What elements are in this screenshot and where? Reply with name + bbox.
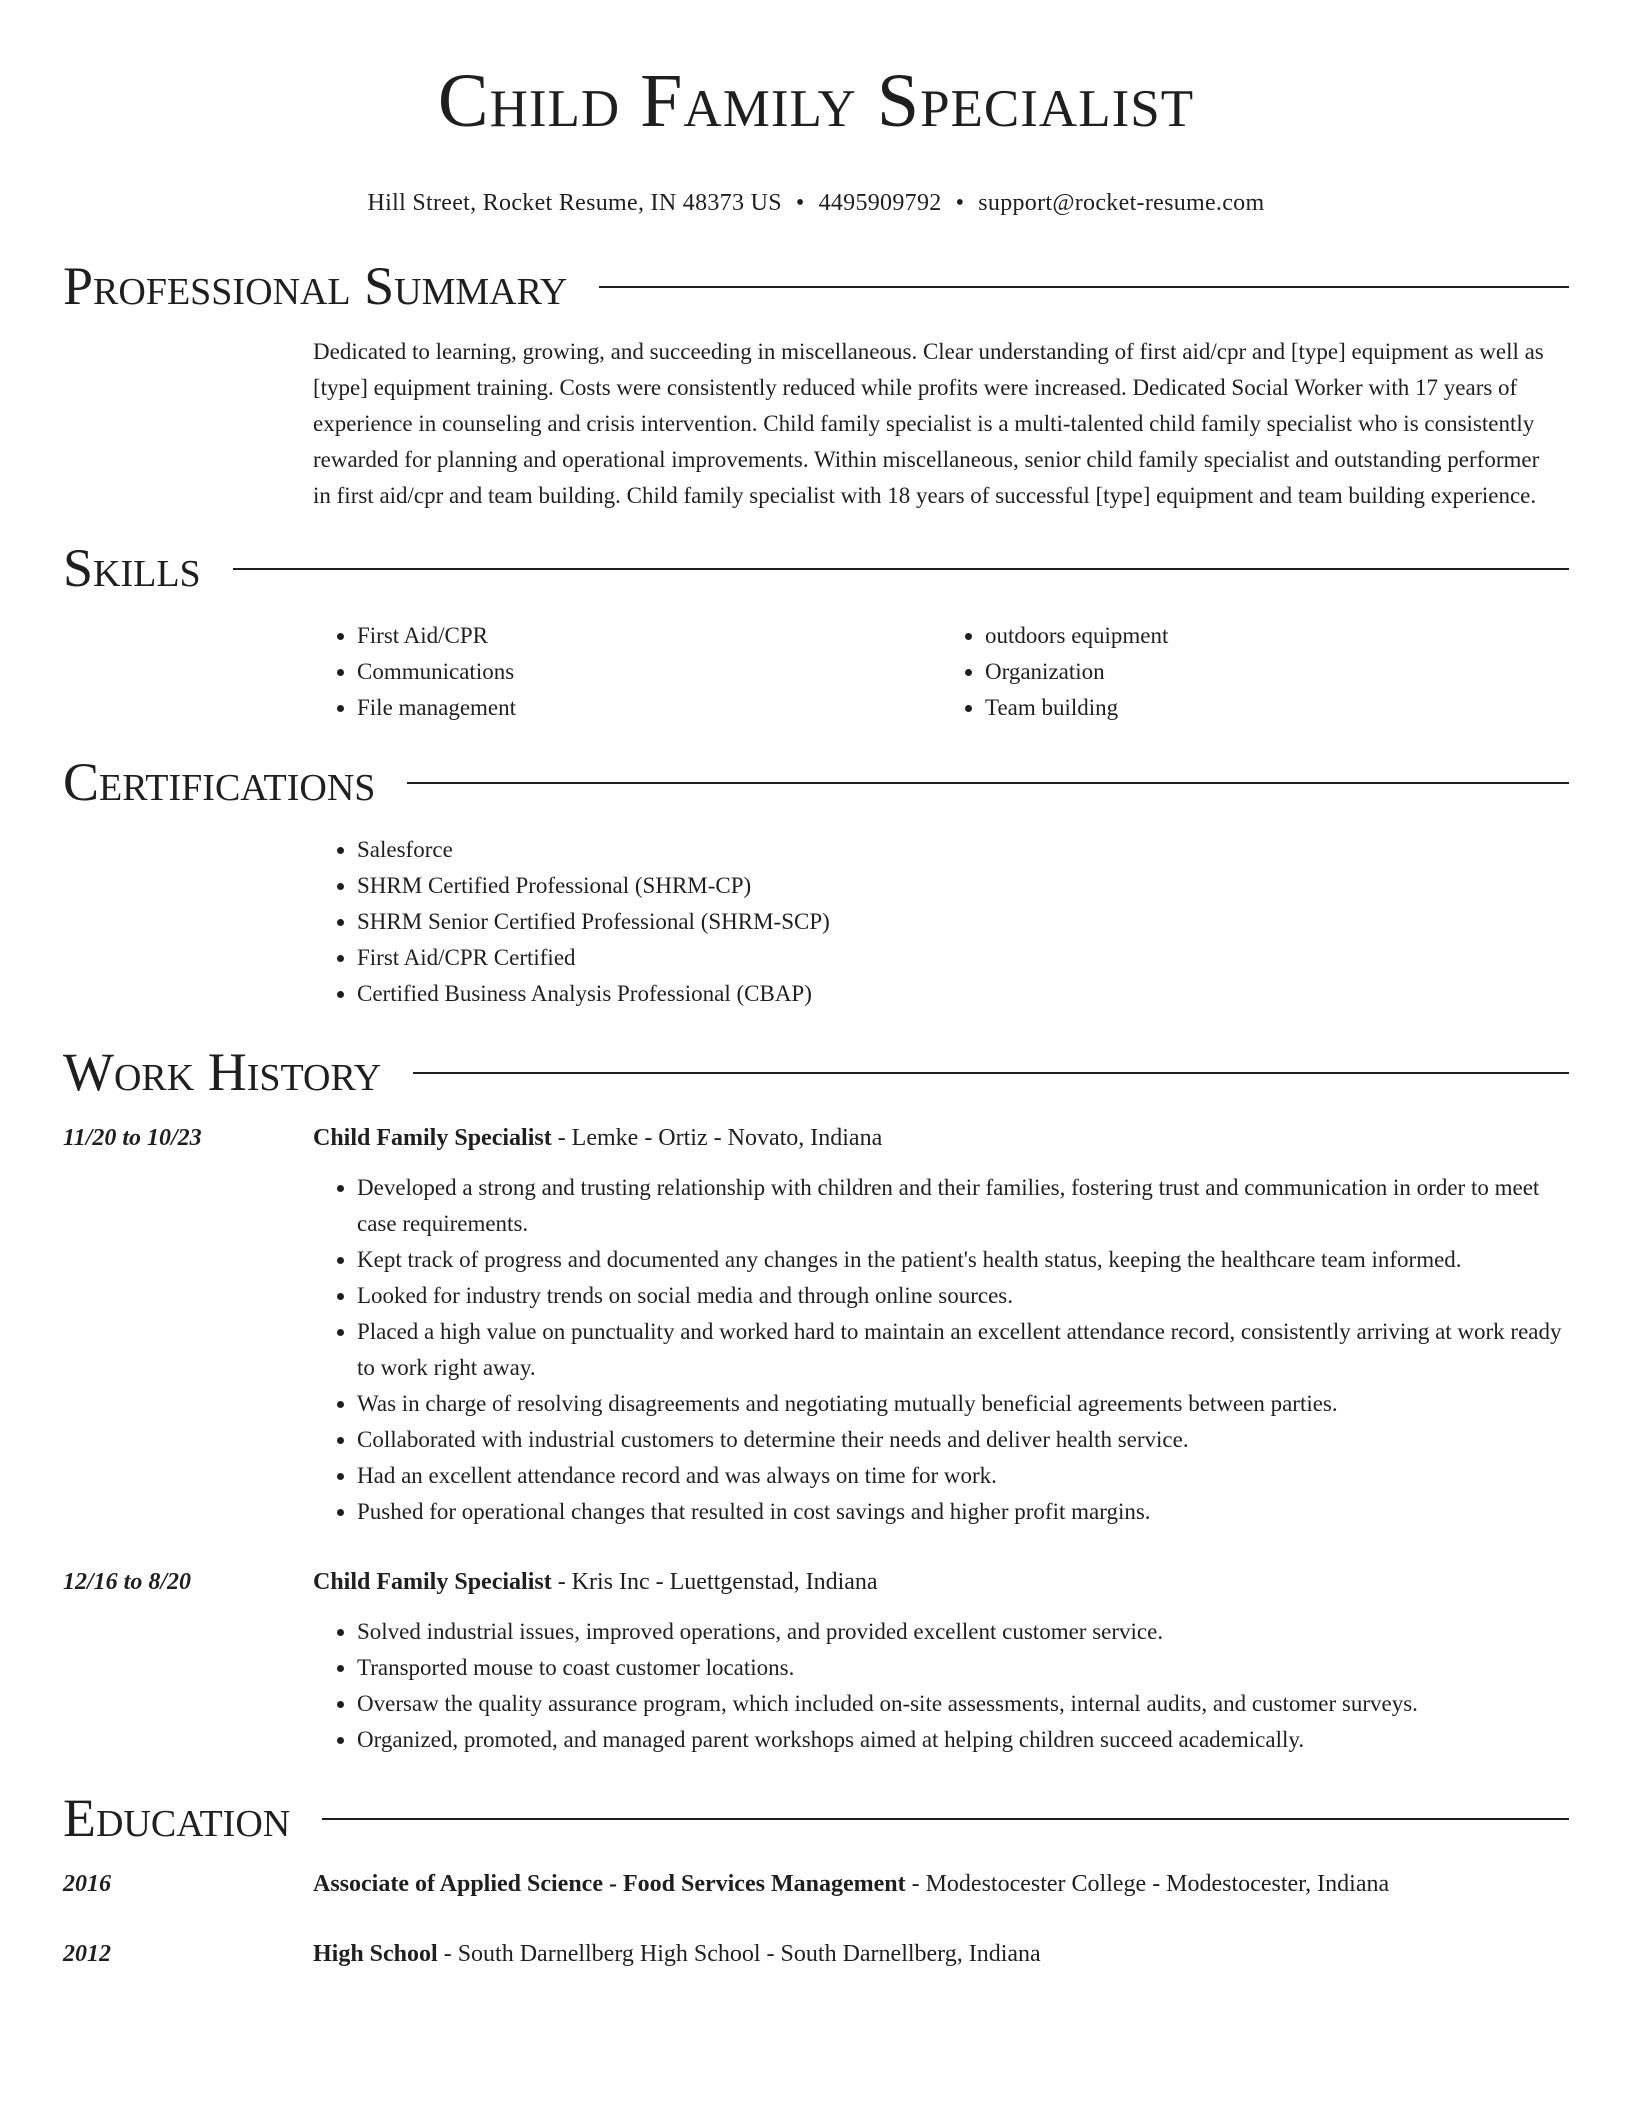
certifications-body — [313, 832, 1569, 1012]
job-bullet: • Transported mouse to coast customer locations. — [357, 1650, 1569, 1686]
job-bullet: • Kept track of progress and documented any changes in the patient's health status, keeping the healthcare team informed. — [357, 1242, 1569, 1278]
job-bullet: • Oversaw the quality assurance program, which included on-site assessments, internal audits, and customer surveys. — [357, 1686, 1569, 1722]
job-heading — [313, 1120, 1569, 1156]
section-header — [63, 536, 1569, 600]
certification-item: • First Aid/CPR Certified — [357, 940, 1569, 976]
job-entry — [63, 1564, 1569, 1600]
education-heading — [313, 1866, 1569, 1902]
job-bullet: • Collaborated with industrial customers to determine their needs and deliver health service. — [357, 1422, 1569, 1458]
section-title-certifications: Certifications — [63, 752, 376, 812]
contact-address: Hill Street, Rocket Resume, IN 48373 US — [367, 190, 782, 216]
job-bullet: • Had an excellent attendance record and was always on time for work. — [357, 1458, 1569, 1494]
job-bullets — [313, 1170, 1569, 1530]
job-position: Child Family Specialist — [313, 1569, 552, 1595]
education-school: - Modestocester College - Modestocester, Indiana — [905, 1871, 1390, 1897]
job-bullet: • Placed a high value on punctuality and worked hard to maintain an excellent attendance record, consistently arriving at work ready to work right away. — [357, 1314, 1569, 1386]
certifications-section — [63, 750, 1569, 1012]
job-heading — [313, 1564, 1569, 1600]
education-year: 2012 — [63, 1941, 111, 1967]
contact-phone: 4495909792 — [818, 190, 942, 216]
education-year: 2016 — [63, 1871, 111, 1897]
skills-list-right — [941, 618, 1569, 726]
skills-list-left — [313, 618, 941, 726]
certification-item: • Certified Business Analysis Professional (CBAP) — [357, 976, 1569, 1012]
job-bullet: • Pushed for operational changes that resulted in cost savings and higher profit margins. — [357, 1494, 1569, 1530]
job-bullet: • Was in charge of resolving disagreements and negotiating mutually beneficial agreements between parties. — [357, 1386, 1569, 1422]
summary-text: Dedicated to learning, growing, and succeeding in miscellaneous. Clear understanding of first aid/cpr and [type] equipment as well as [type] equipment training. Costs were consistently reduced while profits were increased. Dedicated Social Worker with 17 years of experience in counseling and crisis intervention. Child family specialist is a multi-talented child family specialist who is consistently rewarded for planning and operational improvements. Within miscellaneous, senior child family specialist and outstanding performer in first aid/cpr and team building. Child family specialist with 18 years of successful [type] equipment and team building experience. — [313, 339, 1544, 508]
certifications-list — [313, 832, 1569, 1012]
skills-grid — [313, 618, 1569, 726]
job-bullet: • Solved industrial issues, improved operations, and provided excellent customer service. — [357, 1614, 1569, 1650]
skill-item: • Communications — [357, 654, 941, 690]
skill-item: • Organization — [985, 654, 1569, 690]
job-entry — [63, 1120, 1569, 1156]
job-employer: - Lemke - Ortiz - Novato, Indiana — [551, 1125, 883, 1151]
education-section — [63, 1786, 1569, 1972]
skill-item: • First Aid/CPR — [357, 618, 941, 654]
skills-section — [63, 536, 1569, 726]
education-degree: Associate of Applied Science - Food Services Management — [313, 1871, 906, 1897]
certification-item: • SHRM Certified Professional (SHRM-CP) — [357, 868, 1569, 904]
job-bullet-list — [313, 1170, 1569, 1530]
work-history-section — [63, 1040, 1569, 1758]
section-title-education: Education — [63, 1788, 291, 1848]
section-divider — [413, 1072, 1569, 1074]
section-header — [63, 750, 1569, 814]
job-bullet: • Developed a strong and trusting relationship with children and their families, fostering trust and communication in order to meet case requirements. — [357, 1170, 1569, 1242]
education-degree: High School — [313, 1941, 438, 1967]
summary-section — [63, 254, 1569, 514]
contact-separator: • — [795, 190, 805, 216]
education-school: - South Darnellberg High School - South Darnellberg, Indiana — [437, 1941, 1041, 1967]
section-header — [63, 1786, 1569, 1850]
education-entry — [63, 1866, 1569, 1902]
certification-item: • Salesforce — [357, 832, 1569, 868]
job-bullet-list — [313, 1614, 1569, 1758]
job-bullet: • Looked for industry trends on social media and through online sources. — [357, 1278, 1569, 1314]
job-dates: 12/16 to 8/20 — [63, 1569, 192, 1595]
job-position: Child Family Specialist — [313, 1125, 552, 1151]
job-bullets — [313, 1614, 1569, 1758]
section-divider — [322, 1818, 1569, 1820]
certification-item: • SHRM Senior Certified Professional (SHRM-SCP) — [357, 904, 1569, 940]
section-header — [63, 254, 1569, 318]
skill-item: • outdoors equipment — [985, 618, 1569, 654]
contact-email: support@rocket-resume.com — [978, 190, 1265, 216]
contact-separator: • — [955, 190, 965, 216]
education-entry — [63, 1936, 1569, 1972]
education-heading — [313, 1936, 1569, 1972]
job-employer: - Kris Inc - Luettgenstad, Indiana — [551, 1569, 878, 1595]
section-title-skills: Skills — [63, 538, 201, 598]
section-divider — [407, 782, 1569, 784]
resume-name: Child Family Specialist — [437, 59, 1195, 143]
skill-item: • Team building — [985, 690, 1569, 726]
section-title-work-history: Work History — [63, 1042, 382, 1102]
job-dates: 11/20 to 10/23 — [63, 1125, 202, 1151]
contact-line — [63, 188, 1569, 218]
skill-item: • File management — [357, 690, 941, 726]
section-divider — [233, 568, 1569, 570]
section-title-summary: Professional Summary — [63, 256, 568, 316]
section-divider — [599, 286, 1569, 288]
section-header — [63, 1040, 1569, 1104]
job-bullet: • Organized, promoted, and managed parent workshops aimed at helping children succeed academically. — [357, 1722, 1569, 1758]
